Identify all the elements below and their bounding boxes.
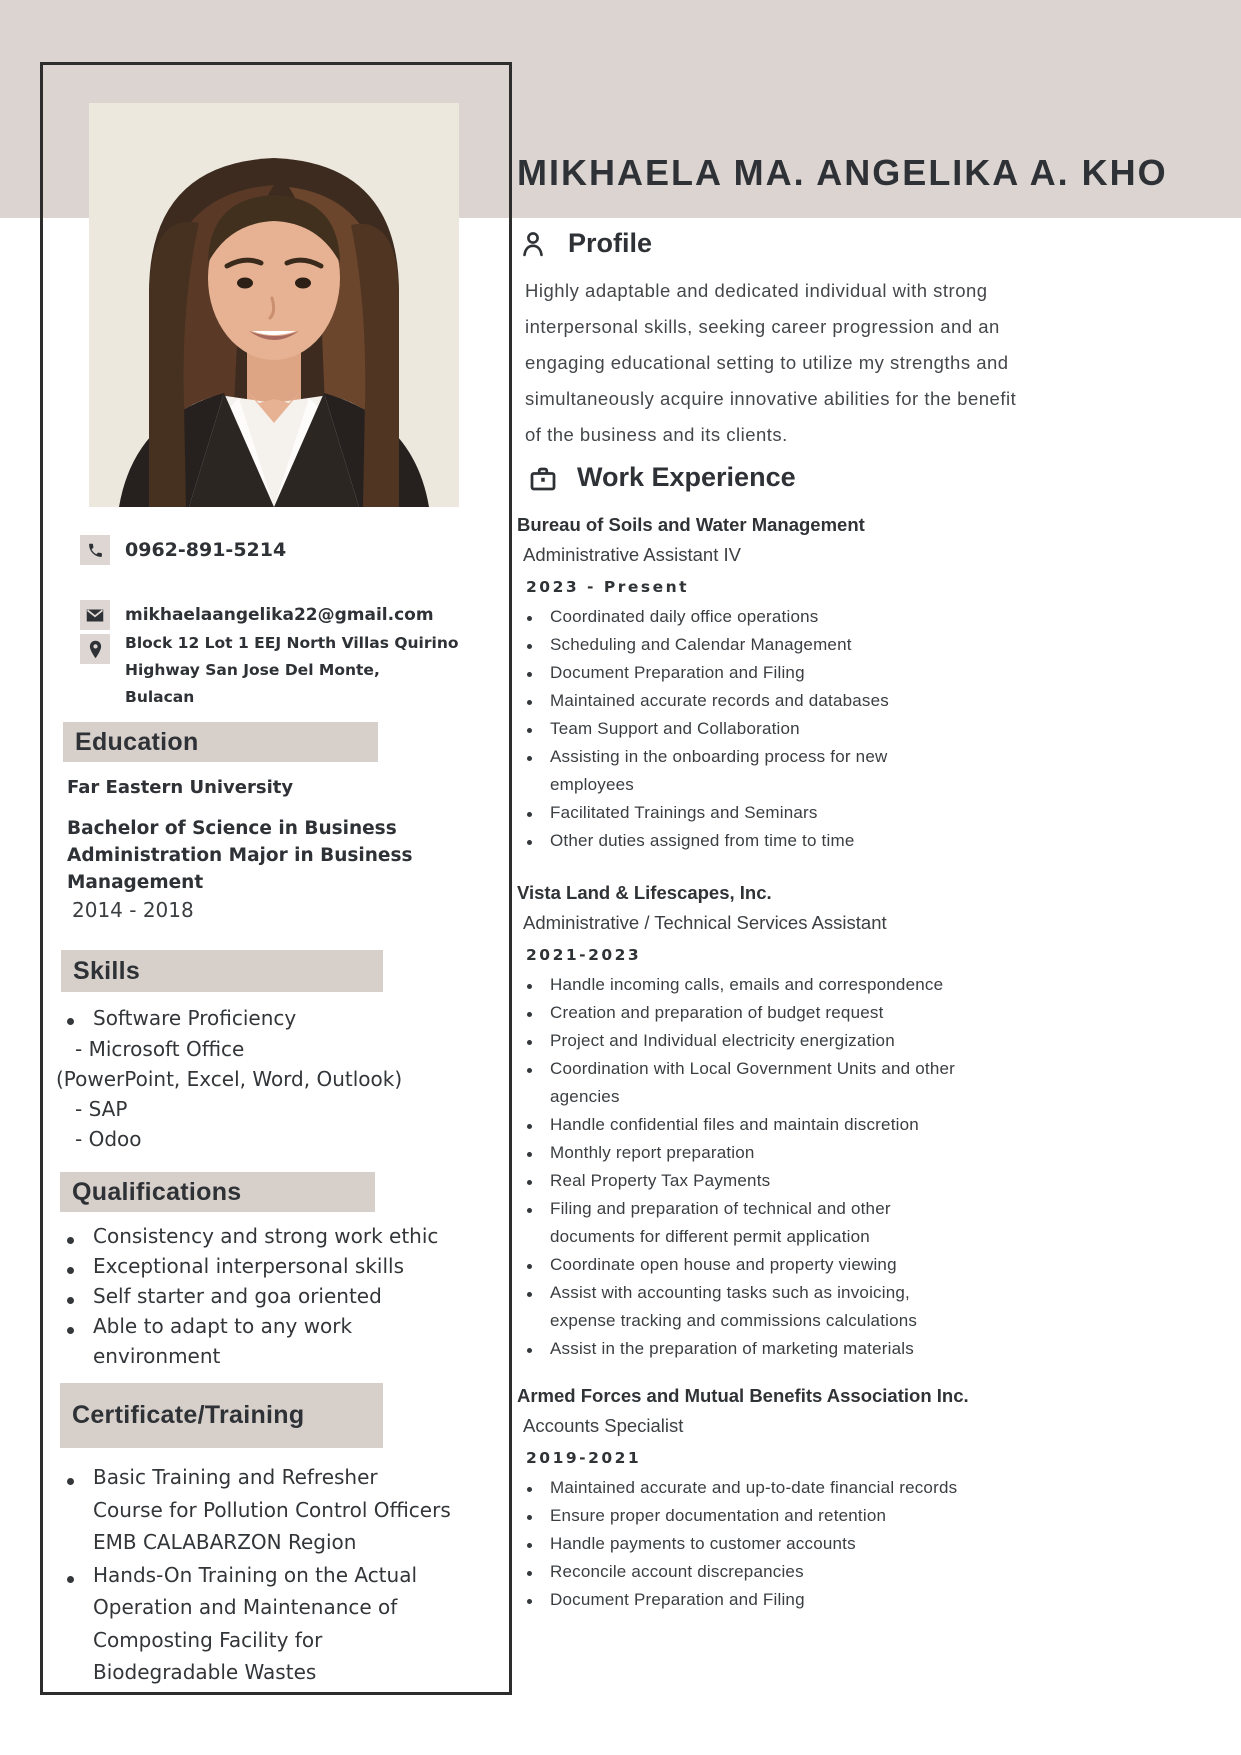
bullet-dot (527, 1040, 532, 1045)
job-duty-text: Scheduling and Calendar Management (550, 635, 852, 654)
job-duty (527, 1336, 955, 1364)
job-duty (527, 1559, 969, 1587)
profile-paragraph (525, 273, 1016, 453)
job-section (517, 1383, 969, 1615)
job-duty-text: Document Preparation and Filing (550, 663, 805, 682)
degree-line: Management (67, 872, 204, 893)
job-title: Administrative Assistant IV (523, 544, 741, 565)
job-duty-text: employees (550, 775, 635, 794)
bullet-dot (67, 1018, 74, 1025)
profile-line: interpersonal skills, seeking career progression and an (525, 316, 1000, 337)
person-icon (520, 230, 546, 258)
skill-item: - Microsoft Office (75, 1037, 245, 1061)
job-duty-text: Monthly report preparation (550, 1143, 755, 1162)
job-duty (527, 1112, 955, 1140)
location-pin-icon (80, 634, 110, 664)
degree-line: Bachelor of Science in Business (67, 818, 397, 839)
bullet-dot (527, 840, 532, 845)
profile-heading: Profile (568, 228, 653, 258)
portrait-photo (89, 103, 459, 507)
job-section (517, 512, 889, 856)
job-duty-text: Reconcile account discrepancies (550, 1562, 804, 1581)
job-duty (527, 744, 889, 772)
job-title: Administrative / Technical Services Assistant (523, 912, 887, 933)
bullet-dot (67, 1297, 74, 1304)
job-duty (527, 1308, 955, 1336)
bullet-dot (527, 1180, 532, 1185)
job-duty-text: expense tracking and commissions calculations (550, 1311, 918, 1330)
briefcase-icon (528, 464, 558, 494)
bullet-dot (527, 1264, 532, 1269)
job-duty (527, 1056, 955, 1084)
bullet-dot (527, 1124, 532, 1129)
job-duty (527, 1503, 969, 1531)
company-name: Bureau of Soils and Water Management (517, 514, 865, 535)
certificate-item (63, 1594, 451, 1627)
job-duty (527, 972, 955, 1000)
job-duty (527, 1168, 955, 1196)
company-name: Vista Land & Lifescapes, Inc. (517, 882, 772, 903)
certificate-item (63, 1562, 451, 1595)
certificate-list (63, 1464, 451, 1692)
skills-section-header (61, 950, 383, 992)
bullet-dot (527, 1599, 532, 1604)
job-duty (527, 1475, 969, 1503)
bullet-dot (527, 756, 532, 761)
job-duty-text: Other duties assigned from time to time (550, 831, 855, 850)
profile-line: engaging educational setting to utilize my strengths and (525, 352, 1009, 373)
education-heading: Education (75, 727, 199, 756)
skill-item: (PowerPoint, Excel, Word, Outlook) (56, 1067, 403, 1091)
portrait-illustration (89, 103, 459, 507)
bullet-dot (527, 1012, 532, 1017)
qualifications-section-header (60, 1172, 375, 1212)
certificate-item-text: Composting Facility for (93, 1627, 323, 1652)
job-bullet-list (527, 972, 955, 1364)
job-duty (527, 1000, 955, 1028)
degree-line: Administration Major in Business (67, 845, 413, 866)
work-experience-heading: Work Experience (577, 462, 796, 492)
profile-line: Highly adaptable and dedicated individual with strong (525, 280, 988, 301)
job-duty-text: Real Property Tax Payments (550, 1171, 771, 1190)
job-duty (527, 1587, 969, 1615)
job-duty (527, 1224, 955, 1252)
job-duty-text: Handle payments to customer accounts (550, 1534, 856, 1553)
phone-number: 0962-891-5214 (125, 539, 287, 561)
degree (67, 815, 412, 896)
email-address: mikhaelaangelika22@gmail.com (125, 605, 434, 625)
certificate-item (63, 1464, 451, 1497)
bullet-dot (527, 812, 532, 817)
qualifications-heading: Qualifications (72, 1177, 242, 1206)
certificate-item-text: Biodegradable Wastes (93, 1660, 317, 1684)
email-icon (80, 600, 110, 630)
qualification-item-text: Self starter and goa oriented (93, 1284, 382, 1308)
address-line: Block 12 Lot 1 EEJ North Villas Quirino (125, 634, 459, 652)
job-title: Accounts Specialist (523, 1415, 684, 1436)
bullet-dot (527, 1571, 532, 1576)
bullet-dot (527, 1208, 532, 1213)
job-duty-text: Creation and preparation of budget request (550, 1003, 884, 1022)
profile-line: of the business and its clients. (525, 424, 788, 445)
education-years: 2014 - 2018 (72, 898, 194, 922)
address-line: Bulacan (125, 688, 195, 706)
job-duty-text: Team Support and Collaboration (550, 719, 800, 738)
bullet-dot (527, 1152, 532, 1157)
job-duty (527, 1252, 955, 1280)
bullet-dot (527, 1068, 532, 1073)
job-duty (527, 1196, 955, 1224)
bullet-dot (527, 1515, 532, 1520)
bullet-dot (67, 1237, 74, 1244)
qualification-item-text: environment (93, 1344, 221, 1368)
bullet-dot (67, 1576, 74, 1583)
bullet-dot (527, 700, 532, 705)
address (125, 630, 459, 711)
certificate-item (63, 1659, 451, 1692)
job-bullet-list (527, 604, 889, 856)
job-duty-text: Maintained accurate records and databases (550, 691, 889, 710)
job-duty (527, 828, 889, 856)
certificate-item-text: EMB CALABARZON Region (93, 1530, 357, 1554)
job-duty (527, 1531, 969, 1559)
bullet-dot (527, 1348, 532, 1353)
qualification-item (63, 1344, 438, 1374)
certificate-item-text: Basic Training and Refresher (93, 1465, 378, 1489)
job-duty (527, 604, 889, 632)
certificate-item-text: Course for Pollution Control Officers (93, 1497, 451, 1522)
bullet-dot (67, 1267, 74, 1274)
job-duty-text: Assisting in the onboarding process for new (550, 747, 888, 766)
certificate-item-text: Operation and Maintenance of (93, 1595, 398, 1619)
job-duty (527, 1084, 955, 1112)
job-bullet-list (527, 1475, 969, 1615)
job-duty (527, 632, 889, 660)
bullet-dot (527, 644, 532, 649)
bullet-dot (527, 728, 532, 733)
job-duty-text: Project and Individual electricity energization (550, 1031, 895, 1050)
job-duty-text: Coordinated daily office operations (550, 607, 819, 626)
job-duty-text: Handle confidential files and maintain discretion (550, 1115, 919, 1134)
skill-item (63, 1006, 296, 1034)
bullet-dot (527, 672, 532, 677)
bullet-dot (527, 1292, 532, 1297)
qualification-item (63, 1224, 438, 1254)
job-duty-text: agencies (550, 1087, 620, 1106)
certificate-item-text: Hands-On Training on the Actual (93, 1562, 418, 1587)
job-duty-text: Ensure proper documentation and retention (550, 1506, 887, 1525)
bullet-dot (527, 616, 532, 621)
bullet-dot (527, 1487, 532, 1492)
job-section (517, 880, 955, 1364)
job-duty (527, 688, 889, 716)
certificate-section-header (60, 1383, 383, 1448)
qualification-item (63, 1254, 438, 1284)
company-name: Armed Forces and Mutual Benefits Association Inc. (517, 1385, 969, 1406)
qualification-item-text: Consistency and strong work ethic (93, 1224, 439, 1248)
job-duty (527, 772, 889, 800)
skills-list (63, 1006, 296, 1034)
job-duty (527, 1280, 955, 1308)
job-duty-text: Coordinate open house and property viewing (550, 1255, 897, 1274)
job-duty (527, 800, 889, 828)
profile-line: simultaneously acquire innovative abilities for the benefit (525, 388, 1017, 409)
certificate-item (63, 1529, 451, 1562)
bullet-dot (67, 1327, 74, 1334)
certificate-item (63, 1497, 451, 1530)
person-name: MIKHAELA MA. ANGELIKA A. KHO (517, 152, 1168, 193)
skill-text: Software Proficiency (93, 1006, 297, 1030)
certificate-heading: Certificate/Training (72, 1401, 305, 1429)
job-duty-text: documents for different permit application (550, 1227, 870, 1246)
job-duty (527, 660, 889, 688)
qualification-item-text: Able to adapt to any work (93, 1314, 353, 1338)
qualification-item-text: Exceptional interpersonal skills (93, 1254, 405, 1278)
skill-item: - Odoo (75, 1127, 142, 1151)
phone-icon (80, 535, 110, 565)
job-duty-text: Handle incoming calls, emails and correspondence (550, 975, 944, 994)
qualification-item (63, 1314, 438, 1344)
certificate-item (63, 1627, 451, 1660)
job-duty-text: Facilitated Trainings and Seminars (550, 803, 818, 822)
job-duty (527, 1140, 955, 1168)
job-duty-text: Assist with accounting tasks such as invoicing, (550, 1283, 910, 1302)
job-duty-text: Coordination with Local Government Units and other (550, 1059, 955, 1078)
job-dates: 2021-2023 (526, 946, 642, 964)
job-dates: 2019-2021 (526, 1449, 642, 1467)
job-duty (527, 716, 889, 744)
qualification-item (63, 1284, 438, 1314)
job-duty-text: Maintained accurate and up-to-date financial records (550, 1478, 958, 1497)
skills-heading: Skills (73, 956, 141, 985)
school-name: Far Eastern University (67, 777, 294, 798)
bullet-dot (67, 1478, 74, 1485)
job-duty-text: Filing and preparation of technical and other (550, 1199, 891, 1218)
job-duty-text: Assist in the preparation of marketing materials (550, 1339, 914, 1358)
skill-item: - SAP (75, 1097, 128, 1121)
job-duty (527, 1028, 955, 1056)
qualifications-list (63, 1224, 438, 1374)
job-dates: 2023 - Present (526, 578, 690, 596)
bullet-dot (527, 1543, 532, 1548)
education-section-header (63, 722, 378, 762)
bullet-dot (527, 984, 532, 989)
address-line: Highway San Jose Del Monte, (125, 661, 380, 679)
job-duty-text: Document Preparation and Filing (550, 1590, 805, 1609)
skills-sublist (56, 1034, 402, 1154)
